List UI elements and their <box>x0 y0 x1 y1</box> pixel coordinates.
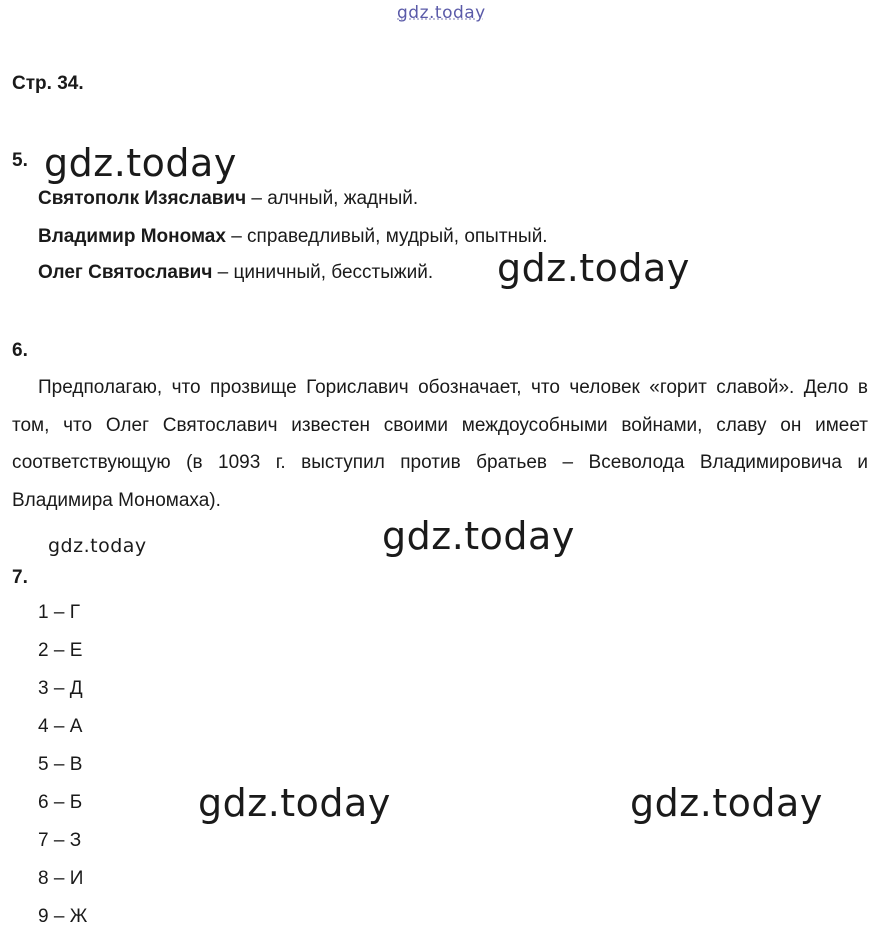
section-5-number: 5. <box>12 150 28 171</box>
answer-list <box>38 602 87 944</box>
answer-item: 4 – А <box>38 716 83 737</box>
watermark: gdz.today <box>198 781 391 825</box>
answer-item: 6 – Б <box>38 792 83 813</box>
section-5-row <box>38 188 418 210</box>
answer-item: 7 – З <box>38 830 82 851</box>
character-name: Святополк Изяславич <box>38 188 247 209</box>
section-6-number: 6. <box>12 340 28 361</box>
section-5-row <box>38 226 548 248</box>
character-name: Владимир Мономах <box>38 226 226 247</box>
section-5-row <box>38 262 433 284</box>
watermark: gdz.today <box>382 514 575 558</box>
watermark-top: gdz.today <box>397 3 486 23</box>
answer-item: 5 – В <box>38 754 83 775</box>
character-name: Олег Святославич <box>38 262 213 283</box>
section-6-paragraph: Предполагаю, что прозвище Гориславич обозначает, что человек «горит славой». Дело в том, что Олег Святославич известен своими междоусобными войнами, славу он имеет соответствующую (в 1093 г. выступил против братьев – Всеволода Владимировича и Владимира Мономаха). <box>12 377 868 511</box>
character-description: – справедливый, мудрый, опытный. <box>225 226 548 247</box>
answer-item: 9 – Ж <box>38 906 88 927</box>
answer-item: 3 – Д <box>38 678 83 699</box>
character-description: – циничный, бесстыжий. <box>212 262 434 283</box>
watermark: gdz.today <box>497 246 690 290</box>
answer-item: 8 – И <box>38 868 84 889</box>
watermark: gdz.today <box>44 141 237 185</box>
watermark: gdz.today <box>630 781 823 825</box>
watermark: gdz.today <box>48 535 147 557</box>
section-7-number: 7. <box>12 567 28 588</box>
answer-item: 1 – Г <box>38 602 80 623</box>
page-heading: Стр. 34. <box>12 73 84 94</box>
character-description: – алчный, жадный. <box>246 188 419 209</box>
answer-item: 2 – Е <box>38 640 83 661</box>
